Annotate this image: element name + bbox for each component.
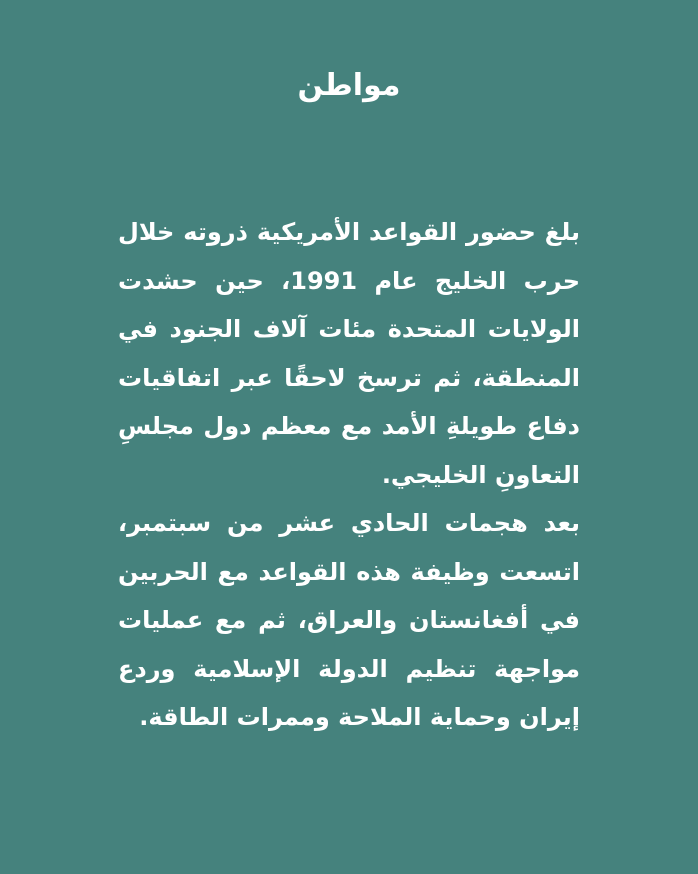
paragraph-1: بلغ حضور القواعد الأمريكية ذروته خلال حرب الخليج عام 1991، حين حشدت الولايات المتحدة مئات آلاف الجنود في المنطقة، ثم ترسخ لاحقًا عبر اتفاقيات دفاع طويلةِ الأمد مع معظم دول مجلسِ التعاونِ الخليجي. xyxy=(118,218,580,489)
article-body xyxy=(118,208,580,742)
brand-logo: مواطن xyxy=(297,68,401,103)
paragraph-2: بعد هجمات الحادي عشر من سبتمبر، اتسعت وظيفة هذه القواعد مع الحربين في أفغانستان والعراق، ثم مع عمليات مواجهة تنظيم الدولة الإسلامية وردع إيران وحماية الملاحة وممرات الطاقة. xyxy=(118,509,580,731)
